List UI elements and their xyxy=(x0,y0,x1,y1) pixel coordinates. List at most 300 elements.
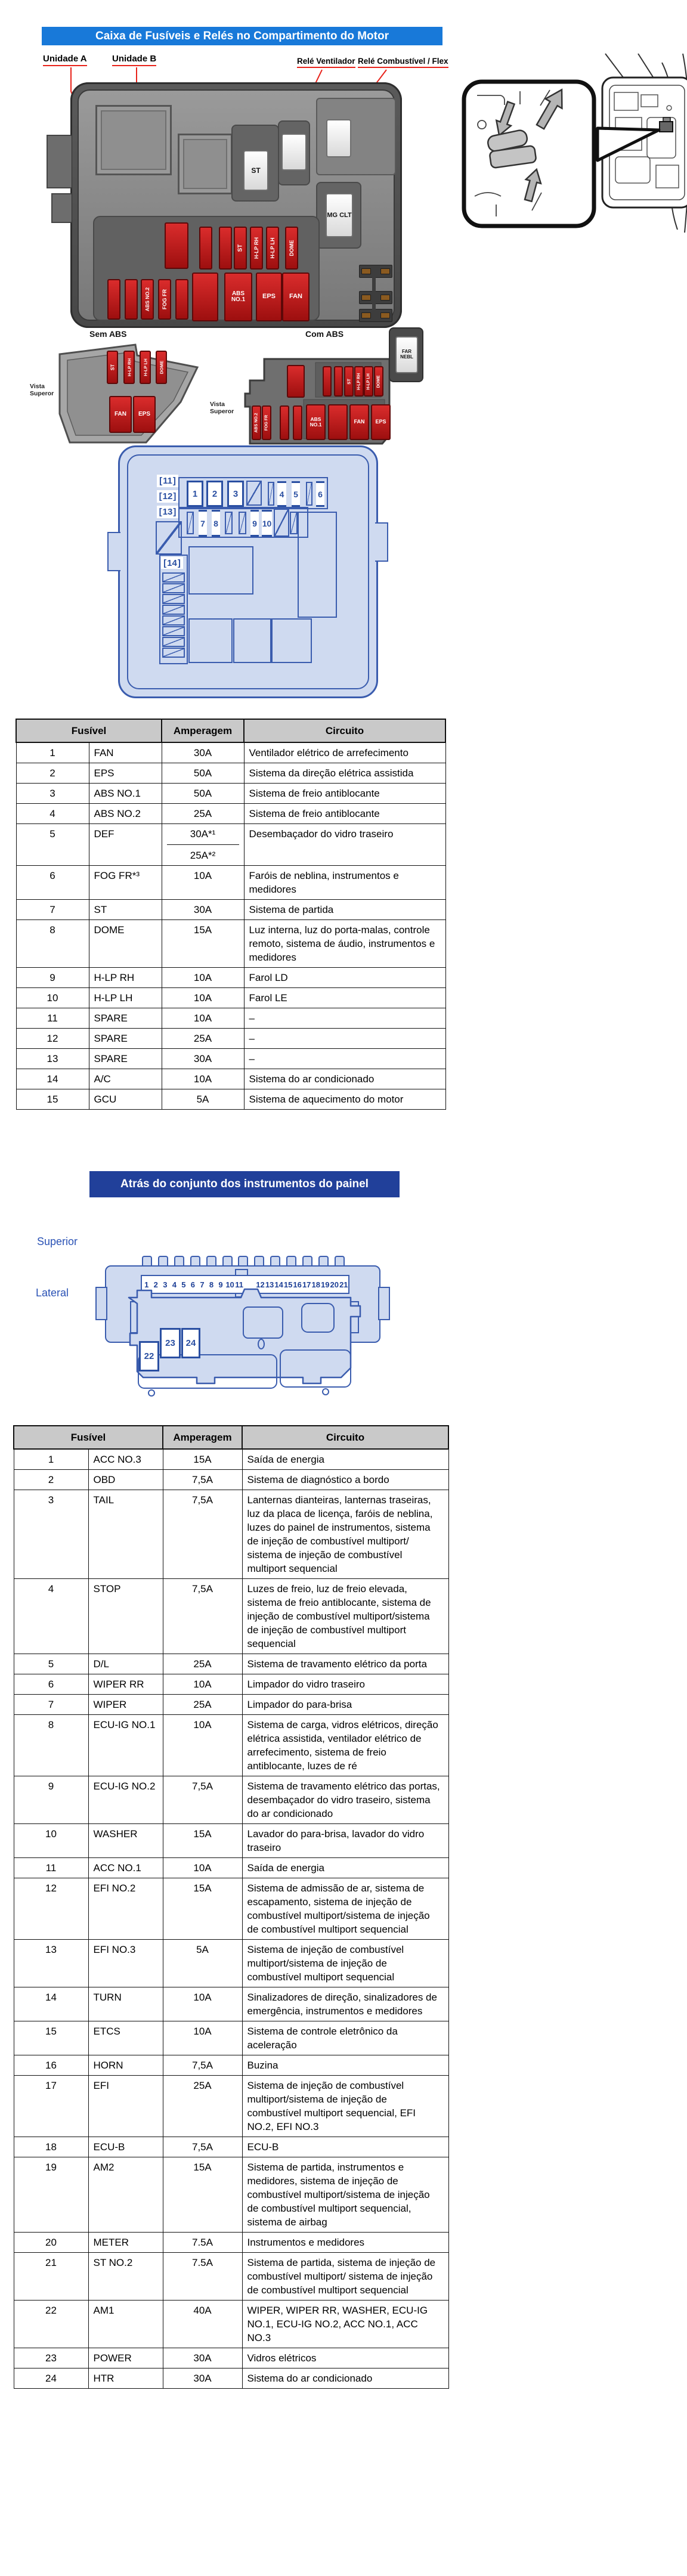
fuse-name: FAN xyxy=(89,742,162,763)
fuse-pos-empty xyxy=(162,615,185,626)
fuse-number: 18 xyxy=(311,1280,320,1289)
box-side-tab xyxy=(51,193,72,223)
fuse-pos-2: 2 xyxy=(206,481,223,507)
fuse-blank-large xyxy=(328,404,348,440)
fuse-name: STOP xyxy=(88,1579,163,1654)
fuse-pos-empty xyxy=(306,482,312,506)
fuse-pos-23: 23 xyxy=(160,1328,181,1358)
fuse-name: ECU-B xyxy=(88,2137,163,2157)
fuse-amperage: 7.5A xyxy=(163,2253,242,2301)
fuse-number: 9 xyxy=(14,1776,88,1824)
fuse-number: 11 xyxy=(14,1858,88,1878)
fuse-name: FOG FR*³ xyxy=(89,866,162,900)
fuse-blank xyxy=(334,366,343,397)
fuse-amperage: 30A xyxy=(163,2368,242,2389)
fuse-number: 10 xyxy=(14,1824,88,1858)
fuse-name: A/C xyxy=(89,1069,162,1089)
fuse-blank xyxy=(175,279,188,320)
fuse-pos-empty xyxy=(246,481,262,506)
table-row xyxy=(16,763,445,784)
fuse-hlp-rh: H-LP RH xyxy=(250,227,263,270)
fuse-number: 6 xyxy=(16,866,89,900)
fuse-circuit: – xyxy=(244,1049,445,1069)
fuse-pos-1: 1 xyxy=(187,481,203,507)
table-row xyxy=(16,1089,445,1110)
fuse-amperage: 7.5A xyxy=(163,2233,242,2253)
fuse-circuit: Faróis de neblina, instrumentos e medidores xyxy=(244,866,445,900)
fuse-circuit: Sistema de travamento elétrico da porta xyxy=(242,1654,448,1674)
com-abs-title: Com ABS xyxy=(305,329,344,339)
fuse-number: 2 xyxy=(16,763,89,784)
fuse-circuit: Desembaçador do vidro traseiro xyxy=(244,824,445,866)
engine-fuse-table xyxy=(16,719,446,1110)
relay-block-small xyxy=(178,134,233,194)
fuse-circuit: Sistema de admissão de ar, sistema de escapamento, sistema de injeção de combustível multiport/sistema de injeção de combustível multiport sequencial xyxy=(242,1878,448,1940)
fuse-name: TAIL xyxy=(88,1490,163,1579)
fuse-circuit: Lavador do para-brisa, lavador do vidro traseiro xyxy=(242,1824,448,1858)
fuse-number: 7 xyxy=(200,1280,205,1289)
fuse-pos-10: 10 xyxy=(262,510,272,537)
fuse-circuit: Sinalizadores de direção, sinalizadores de emergência, instrumentos e medidores xyxy=(242,1987,448,2021)
fuse-name: METER xyxy=(88,2233,163,2253)
fuse-st: ST xyxy=(234,227,247,270)
fuse-number: 20 xyxy=(330,1280,339,1289)
table-row xyxy=(14,1579,448,1654)
box-tab-left xyxy=(107,532,120,571)
fuse-number: 5 xyxy=(14,1654,88,1674)
fuse-amperage: 10A xyxy=(162,866,244,900)
fuse-abs-no1: ABS NO.1 xyxy=(224,273,252,321)
table-row xyxy=(14,2253,448,2301)
connector-bar xyxy=(372,270,376,311)
table-row xyxy=(14,2233,448,2253)
fuse-number: 9 xyxy=(16,968,89,988)
fuse-name: ABS NO.1 xyxy=(89,784,162,804)
fuse-circuit: – xyxy=(244,1008,445,1029)
fuse-hlp-rh: H-LP RH xyxy=(354,366,364,397)
sem-abs-diagram xyxy=(57,341,200,446)
fuse-name: ACC NO.3 xyxy=(88,1449,163,1470)
table-row xyxy=(14,1449,448,1470)
fuse-circuit: Sistema de injeção de combustível multiport/sistema de injeção de combustível multiport sequencial, EFI NO.2, EFI NO.3 xyxy=(242,2076,448,2137)
fuse-circuit: Sistema do ar condicionado xyxy=(244,1069,445,1089)
fuse-number: 22 xyxy=(14,2301,88,2348)
fuse-name: WIPER xyxy=(88,1695,163,1715)
fuse-name: SPARE xyxy=(89,1049,162,1069)
fuse-circuit: Sistema de injeção de combustível multiport/sistema de injeção de combustível multiport sequencial xyxy=(242,1940,448,1987)
table-row xyxy=(16,920,445,968)
fuse-name: ACC NO.1 xyxy=(88,1858,163,1878)
fuse-pos-12: [ 12 ] xyxy=(157,490,178,503)
fuse-number: 7 xyxy=(16,900,89,920)
fuse-number: 24 xyxy=(14,2368,88,2389)
table-row xyxy=(14,1987,448,2021)
fuse-circuit: Ventilador elétrico de arrefecimento xyxy=(244,742,445,763)
relay-block xyxy=(188,618,233,663)
fuse-circuit: Sistema de aquecimento do motor xyxy=(244,1089,445,1110)
relay-pos-empty xyxy=(156,521,182,555)
label-relay-fan: Relé Ventilador xyxy=(297,57,355,68)
fuse-amperage: 10A xyxy=(162,988,244,1008)
fuse-pos-empty xyxy=(187,512,194,534)
fuse-circuit: Sistema de travamento elétrico das portas, desembaçador do vidro traseiro, sistema do ar condicionado xyxy=(242,1776,448,1824)
superior-label: Superior xyxy=(37,1236,78,1247)
fuse-number: 15 xyxy=(14,2021,88,2055)
fuse-number: 11 xyxy=(235,1280,243,1289)
fuse-blank xyxy=(323,366,332,397)
fuse-number: 9 xyxy=(218,1280,223,1289)
table-row xyxy=(14,1824,448,1858)
fuse-blank xyxy=(199,227,212,270)
table-row xyxy=(14,1490,448,1579)
fuse-hlp-rh: H-LP RH xyxy=(123,351,135,384)
fuse-amperage: 7,5A xyxy=(163,1490,242,1579)
st-relay: ST xyxy=(243,150,268,191)
fuse-amperage: 10A xyxy=(162,1069,244,1089)
table-row xyxy=(14,1674,448,1695)
fuse-pos-empty xyxy=(268,482,274,506)
connector-plugs xyxy=(359,309,392,322)
far-nebl-relay-box xyxy=(389,327,423,382)
connector-plugs xyxy=(359,265,392,278)
fuse-amperage: 30A xyxy=(162,742,244,763)
fuse-name: H-LP LH xyxy=(89,988,162,1008)
fuse-number: 1 xyxy=(144,1280,149,1289)
fuse-name: GCU xyxy=(89,1089,162,1110)
table-row xyxy=(14,1776,448,1824)
fuse-circuit: Saída de energia xyxy=(242,1449,448,1470)
fuse-amperage: 30A xyxy=(162,900,244,920)
fuse-number: 5 xyxy=(16,824,89,866)
fuse-dome: DOME xyxy=(285,227,298,270)
fuse-number: 16 xyxy=(293,1280,302,1289)
fuse-name: ABS NO.2 xyxy=(89,804,162,824)
connector-ear-right xyxy=(378,1287,390,1320)
fuse-circuit: Vidros elétricos xyxy=(242,2348,448,2368)
fuse-number: 23 xyxy=(14,2348,88,2368)
fuse-abs-no2: ABS NO.2 xyxy=(141,279,154,320)
fuse-number: 1 xyxy=(16,742,89,763)
fuse-name: EFI xyxy=(88,2076,163,2137)
fuse-amperage: 15A xyxy=(163,2157,242,2233)
fuse-name: TURN xyxy=(88,1987,163,2021)
fuse-amperage: 10A xyxy=(163,2021,242,2055)
fuse-amperage: 50A xyxy=(162,763,244,784)
fuse-circuit: Sistema de controle eletrônico da aceleração xyxy=(242,2021,448,2055)
fuse-circuit: Sistema de partida xyxy=(244,900,445,920)
fuse-blank xyxy=(107,279,120,320)
fuse-amperage: 15A xyxy=(162,920,244,968)
panel-fuse-table xyxy=(13,1425,449,2389)
table-row xyxy=(16,1049,445,1069)
fuse-number: 14 xyxy=(16,1069,89,1089)
fuse-pos-empty xyxy=(225,512,233,534)
fuse-amperage: 10A xyxy=(163,1674,242,1695)
fuse-number: 3 xyxy=(14,1490,88,1579)
table-row xyxy=(14,1715,448,1776)
fuse-amperage: 15A xyxy=(163,1449,242,1470)
label-unit-b: Unidade B xyxy=(112,54,156,66)
fuse-number: 15 xyxy=(283,1280,293,1289)
table-row xyxy=(14,2348,448,2368)
fuse-amperage: 7,5A xyxy=(163,1579,242,1654)
fuse-amperage: 5A xyxy=(163,1940,242,1987)
fuse-name: D/L xyxy=(88,1654,163,1674)
fuse-pos-3: 3 xyxy=(227,481,244,507)
fuse-number: 20 xyxy=(14,2233,88,2253)
fuel-flex-relay xyxy=(326,119,351,157)
fuse-hlp-lh: H-LP LH xyxy=(140,351,151,384)
fuse-circuit: Farol LD xyxy=(244,968,445,988)
fuse-amperage: 25A xyxy=(163,1695,242,1715)
fuse-abs-no1: ABS NO.1 xyxy=(306,404,326,440)
table-row xyxy=(16,900,445,920)
fuse-circuit: Sistema de carga, vidros elétricos, direção elétrica assistida, ventilador elétrico de arrefecimento, sistema de freio antiblocante, luzes de ré xyxy=(242,1715,448,1776)
relay-block-tall xyxy=(298,512,337,618)
fuse-pos-empty xyxy=(162,605,185,615)
fuse-number: 2 xyxy=(153,1280,158,1289)
fuse-number: 13 xyxy=(265,1280,274,1289)
fuse-blank-large xyxy=(192,273,218,321)
label-unit-a: Unidade A xyxy=(43,54,87,66)
fuse-number: 21 xyxy=(339,1280,348,1289)
fuse-dome: DOME xyxy=(156,351,167,384)
fuse-number: 3 xyxy=(16,784,89,804)
fuse-number: 4 xyxy=(172,1280,177,1289)
fuse-number: 19 xyxy=(14,2157,88,2233)
fuse-blank xyxy=(219,227,232,270)
fuse-amperage: 7,5A xyxy=(163,1470,242,1490)
col-header-fuse: Fusível xyxy=(16,719,162,742)
fuse-eps: EPS xyxy=(133,396,156,433)
table-row xyxy=(16,824,445,866)
fuse-amperage: 30A xyxy=(163,2348,242,2368)
fuse-number: 1 xyxy=(14,1449,88,1470)
fuse-blank xyxy=(293,405,302,440)
fuse-amperage: 10A xyxy=(163,1715,242,1776)
fuse-amperage: 25A xyxy=(162,1029,244,1049)
fuse-eps: EPS xyxy=(371,404,391,440)
fuse-fog-fr: FOG FR xyxy=(158,279,171,320)
interior-fuse-box-diagram xyxy=(118,445,378,698)
fuse-number: 17 xyxy=(14,2076,88,2137)
fuse-pos-13: [ 13 ] xyxy=(157,506,178,518)
fuse-number: 13 xyxy=(14,1940,88,1987)
table-row xyxy=(16,784,445,804)
table-row xyxy=(14,1858,448,1878)
fuse-amperage: 25A xyxy=(163,1654,242,1674)
table-row xyxy=(14,1470,448,1490)
fuse-st: ST xyxy=(344,366,354,397)
table-row xyxy=(14,1940,448,1987)
fuse-blank xyxy=(125,279,138,320)
table-row xyxy=(14,1695,448,1715)
fuse-name: HTR xyxy=(88,2368,163,2389)
fuse-amperage: 25A xyxy=(162,804,244,824)
fuse-hlp-lh: H-LP LH xyxy=(266,227,279,270)
fuse-name: OBD xyxy=(88,1470,163,1490)
table-row xyxy=(14,2301,448,2348)
col-header-amp: Amperagem xyxy=(163,1426,242,1449)
fuse-pos-4: 4 xyxy=(277,481,286,507)
table-row xyxy=(14,2021,448,2055)
table-header-row xyxy=(16,719,445,742)
fuse-amperage: 30A xyxy=(162,1049,244,1069)
table-row xyxy=(14,1878,448,1940)
fuse-number: 21 xyxy=(14,2253,88,2301)
fuse-name: EFI NO.3 xyxy=(88,1940,163,1987)
fuse-name: ECU-IG NO.1 xyxy=(88,1715,163,1776)
sem-abs-view-label: Vista Superor xyxy=(30,383,54,398)
fuse-circuit: Buzina xyxy=(242,2055,448,2076)
fuse-amperage: 10A xyxy=(162,968,244,988)
fuse-circuit: – xyxy=(244,1029,445,1049)
section-title-instrument-panel: Atrás do conjunto dos instrumentos do painel xyxy=(89,1171,400,1197)
com-abs-diagram xyxy=(244,355,391,446)
far-nebl-relay: FAR NEBL xyxy=(395,336,418,373)
fuse-name: EFI NO.2 xyxy=(88,1878,163,1940)
fuse-pos-empty xyxy=(162,648,185,658)
fuse-circuit: Sistema da direção elétrica assistida xyxy=(244,763,445,784)
fuse-name: ST xyxy=(89,900,162,920)
lateral-label: Lateral xyxy=(36,1287,69,1299)
fuse-circuit: Sistema de diagnóstico a bordo xyxy=(242,1470,448,1490)
box-side-tab xyxy=(47,135,72,188)
fuse-fan: FAN xyxy=(349,404,369,440)
fuse-amperage: 15A xyxy=(163,1824,242,1858)
fuse-name: EPS xyxy=(89,763,162,784)
table-row xyxy=(16,1008,445,1029)
fuse-number: 11 xyxy=(16,1008,89,1029)
mg-clt-relay: MG CLT xyxy=(326,193,353,237)
fuse-name: SPARE xyxy=(89,1029,162,1049)
table-row xyxy=(14,2368,448,2389)
fuse-number: 18 xyxy=(14,2137,88,2157)
relay-block xyxy=(233,618,271,663)
fuse-name: HORN xyxy=(88,2055,163,2076)
fuse-name: SPARE xyxy=(89,1008,162,1029)
fuse-pos-14: [ 14 ] xyxy=(161,557,183,569)
fuse-number: 13 xyxy=(16,1049,89,1069)
fuse-dome: DOME xyxy=(374,366,383,397)
fuse-amperage: 15A xyxy=(163,1878,242,1940)
table-row xyxy=(16,988,445,1008)
fuse-circuit: Sistema de partida, sistema de injeção de combustível multiport/ sistema de injeção de combustível multiport sequencial xyxy=(242,2253,448,2301)
table-row xyxy=(16,742,445,763)
fuse-amperage: 25A xyxy=(163,2076,242,2137)
table-row xyxy=(16,804,445,824)
fuse-number: 8 xyxy=(16,920,89,968)
fuse-pos-7: 7 xyxy=(199,510,207,537)
table-row xyxy=(16,1029,445,1049)
fuse-pos-22: 22 xyxy=(139,1341,159,1371)
table-row xyxy=(14,2157,448,2233)
sem-abs-title: Sem ABS xyxy=(89,329,127,339)
fuse-pos-24: 24 xyxy=(181,1328,200,1358)
fuse-circuit: Limpador do vidro traseiro xyxy=(242,1674,448,1695)
fuse-pos-empty xyxy=(162,583,185,593)
fuse-pos-empty xyxy=(239,512,246,534)
fuse-pos-empty xyxy=(162,626,185,636)
table-row xyxy=(16,866,445,900)
fuse-number: 4 xyxy=(14,1579,88,1654)
fuse-number: 6 xyxy=(190,1280,196,1289)
fuse-circuit: Sistema de partida, instrumentos e medidores, sistema de injeção de combustível multiport/sistema de injeção de combustível multiport sequencial, sistema de airbag xyxy=(242,2157,448,2233)
fuse-amperage: 50A xyxy=(162,784,244,804)
fuse-pos-11: [ 11 ] xyxy=(157,475,178,487)
table-header-row xyxy=(14,1426,448,1449)
fuse-name: DOME xyxy=(89,920,162,968)
fuse-circuit: Sistema de freio antiblocante xyxy=(244,804,445,824)
engine-fuse-box-diagram xyxy=(70,82,402,328)
table-row xyxy=(14,1654,448,1674)
fuse-amperage: 7,5A xyxy=(163,2137,242,2157)
fuse-pos-empty xyxy=(162,594,185,604)
fuse-name: AM2 xyxy=(88,2157,163,2233)
fuse-name: ST NO.2 xyxy=(88,2253,163,2301)
fuse-circuit: Sistema de freio antiblocante xyxy=(244,784,445,804)
fuse-number: 6 xyxy=(14,1674,88,1695)
fuse-circuit: Luz interna, luz do porta-malas, controle remoto, sistema de áudio, instrumentos e medidores xyxy=(244,920,445,968)
relay-block xyxy=(271,618,312,663)
fuse-name: POWER xyxy=(88,2348,163,2368)
fuse-circuit: Limpador do para-brisa xyxy=(242,1695,448,1715)
fuse-circuit: Saída de energia xyxy=(242,1858,448,1878)
col-header-circuit: Circuito xyxy=(244,719,445,742)
fuse-st: ST xyxy=(107,351,118,384)
fuse-number: 14 xyxy=(14,1987,88,2021)
label-relay-fuel: Relé Combustível / Flex xyxy=(358,57,448,68)
fuse-fan: FAN xyxy=(282,273,310,321)
fuse-number: 7 xyxy=(14,1695,88,1715)
connector-plugs xyxy=(359,291,392,304)
table-row xyxy=(16,1069,445,1089)
fuse-number: 8 xyxy=(209,1280,214,1289)
table-row xyxy=(14,2137,448,2157)
fuse-name: WIPER RR xyxy=(88,1674,163,1695)
fuse-hlp-lh: H-LP LH xyxy=(364,366,373,397)
fuse-amperage: 5A xyxy=(162,1089,244,1110)
fuse-name: H-LP RH xyxy=(89,968,162,988)
fuse-number: 12 xyxy=(14,1878,88,1940)
fuse-amperage: 7,5A xyxy=(163,2055,242,2076)
fuse-amperage: 10A xyxy=(162,1008,244,1029)
fuse-number: 16 xyxy=(14,2055,88,2076)
fuse-number: 15 xyxy=(16,1089,89,1110)
table-row xyxy=(14,2076,448,2137)
relay-block xyxy=(188,546,253,595)
fuse-pos-empty xyxy=(290,512,298,534)
fuse-pos-8: 8 xyxy=(212,510,220,537)
fuse-name: DEF xyxy=(89,824,162,866)
relay-block-large xyxy=(95,105,172,175)
fuse-circuit: ECU-B xyxy=(242,2137,448,2157)
fuse-eps: EPS xyxy=(256,273,282,321)
fuse-number: 10 xyxy=(16,988,89,1008)
fuse-pos-5: 5 xyxy=(292,481,300,507)
fuse-number: 4 xyxy=(16,804,89,824)
fuse-circuit: Farol LE xyxy=(244,988,445,1008)
box-tab-right xyxy=(375,522,388,562)
fuse-circuit: Luzes de freio, luz de freio elevada, sistema de freio antiblocante, sistema de injeção de combustível multiport/sistema de injeção de combustível multiport sequencial xyxy=(242,1579,448,1654)
fuse-number: 8 xyxy=(14,1715,88,1776)
col-header-circuit: Circuito xyxy=(242,1426,448,1449)
fuse-number: 12 xyxy=(256,1280,265,1289)
fuse-pos-empty xyxy=(162,637,185,647)
com-abs-view-label: Vista Superor xyxy=(210,401,234,416)
fuse-pos-6: 6 xyxy=(316,481,324,507)
fuse-pos-empty xyxy=(162,572,185,583)
